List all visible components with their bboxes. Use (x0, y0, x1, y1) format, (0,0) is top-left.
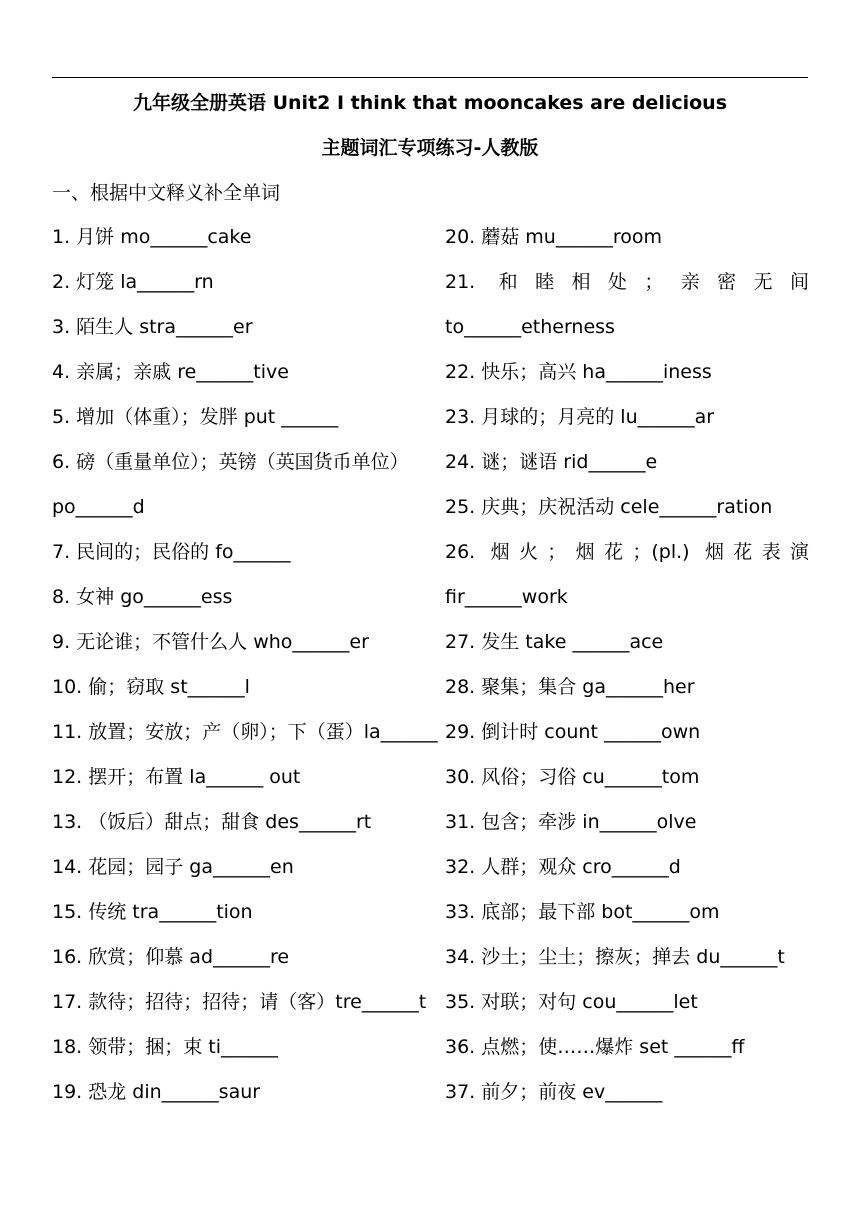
list-item: 15. 传统 tra______tion (52, 901, 253, 923)
list-item: 5. 增加（体重）；发胖 put ______ (52, 406, 339, 428)
list-item: 3. 陌生人 stra______er (52, 316, 253, 338)
document-subtitle: 主题词汇专项练习-人教版 (321, 137, 539, 159)
list-item: 31. 包含；牵涉 in______olve (445, 811, 697, 833)
list-item-continuation: po______d (52, 496, 145, 518)
list-item: 37. 前夕；前夜 ev______ (445, 1081, 663, 1103)
right-column (445, 222, 809, 1122)
list-item: 19. 恐龙 din______saur (52, 1081, 261, 1103)
list-item: 1. 月饼 mo______cake (52, 226, 252, 248)
list-item: 23. 月球的；月亮的 lu______ar (445, 406, 715, 428)
list-item: 34. 沙土；尘土；擦灰；掸去 du______t (445, 946, 785, 968)
list-item: 20. 蘑菇 mu______room (445, 226, 662, 248)
list-item: 13. （饭后）甜点；甜食 des______rt (52, 811, 372, 833)
list-item: 27. 发生 take ______ace (445, 631, 664, 653)
list-item: 35. 对联；对句 cou______let (445, 991, 698, 1013)
section-heading: 一、根据中文释义补全单词 (52, 182, 281, 204)
list-item: 16. 欣赏；仰慕 ad______re (52, 946, 290, 968)
list-item: 28. 聚集；集合 ga______her (445, 676, 695, 698)
left-column (52, 222, 438, 1122)
list-item-continuation: fir______work (445, 586, 568, 608)
list-item: 2. 灯笼 la______rn (52, 271, 214, 293)
list-item: 17. 款待；招待；招待；请（客）tre______t (52, 991, 427, 1013)
list-item: 4. 亲属；亲戚 re______tive (52, 361, 289, 383)
top-rule (52, 77, 808, 78)
list-item: 25. 庆典；庆祝活动 cele______ration (445, 496, 773, 518)
list-item-continuation: to______etherness (445, 316, 615, 338)
list-item: 12. 摆开；布置 la______ out (52, 766, 301, 788)
list-item: 9. 无论谁；不管什么人 who______er (52, 631, 369, 653)
list-item: 26. 烟火；烟花；(pl.) 烟花表演 (445, 541, 809, 563)
list-item: 10. 偷；窃取 st______l (52, 676, 250, 698)
list-item: 33. 底部；最下部 bot______om (445, 901, 720, 923)
list-item: 8. 女神 go______ess (52, 586, 233, 608)
list-item: 7. 民间的；民俗的 fo______ (52, 541, 291, 563)
list-item: 22. 快乐；高兴 ha______iness (445, 361, 712, 383)
list-item: 18. 领带；捆；束 ti______ (52, 1036, 279, 1058)
document-title: 九年级全册英语 Unit2 I think that mooncakes are delicious (132, 92, 728, 114)
list-item: 14. 花园；园子 ga______en (52, 856, 294, 878)
list-item: 29. 倒计时 count ______own (445, 721, 701, 743)
list-item: 36. 点燃；使……爆炸 set ______ff (445, 1036, 745, 1058)
list-item: 24. 谜；谜语 rid______e (445, 451, 658, 473)
list-item: 11. 放置；安放；产（卵）；下（蛋）la______ (52, 721, 438, 743)
list-item: 6. 磅（重量单位）；英镑（英国货币单位） (52, 451, 409, 473)
list-item: 21. 和睦相处；亲密无间 (445, 271, 809, 293)
list-item: 32. 人群；观众 cro______d (445, 856, 681, 878)
list-item: 30. 风俗；习俗 cu______tom (445, 766, 700, 788)
